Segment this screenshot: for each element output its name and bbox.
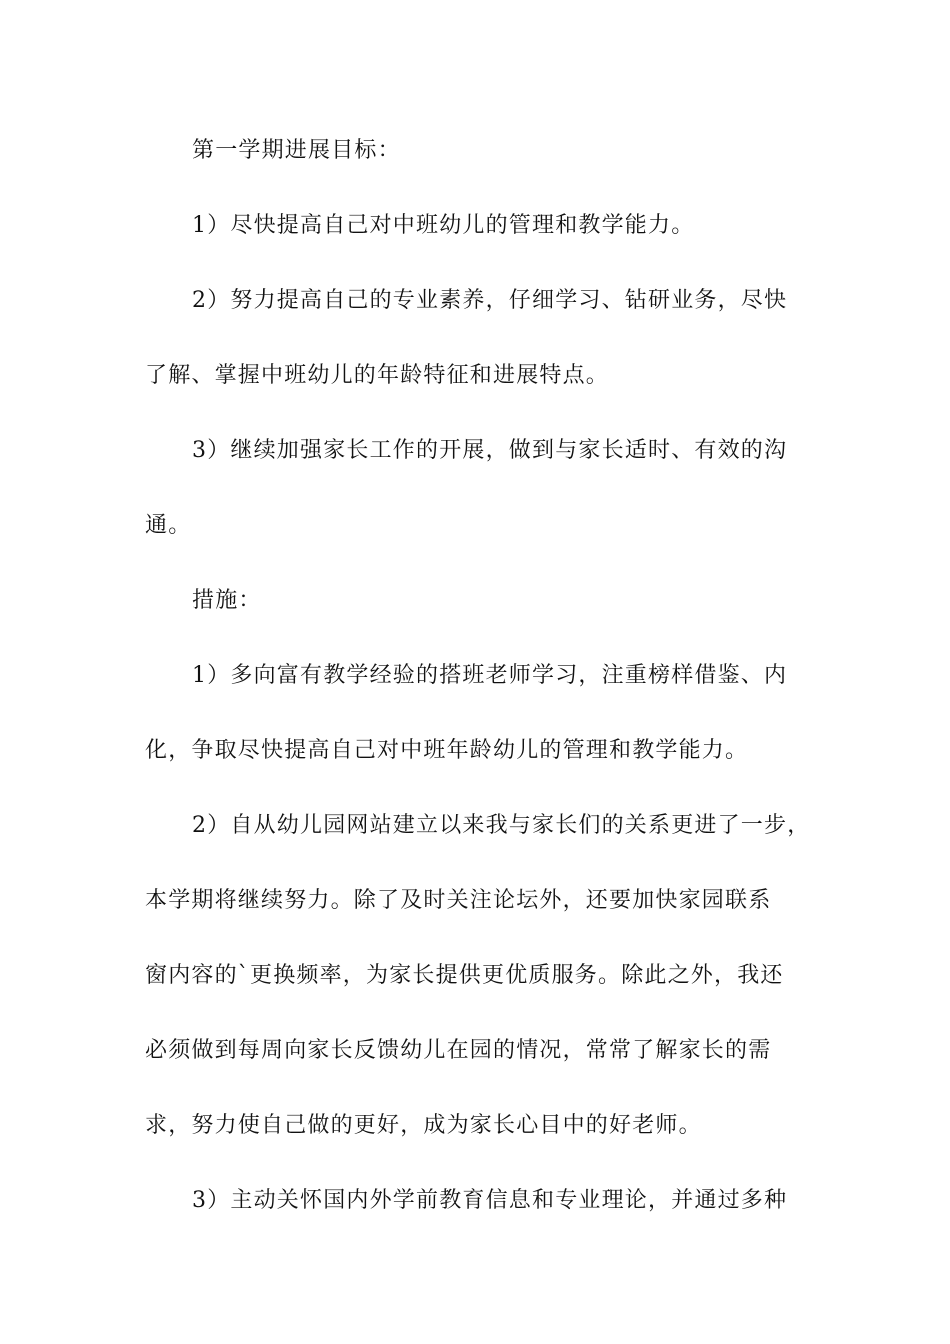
measure-3-line-1: 3）主动关怀国内外学前教育信息和专业理论，并通过多种 xyxy=(192,1188,788,1213)
goal-2-line-2: 了解、掌握中班幼儿的年龄特征和进展特点。 xyxy=(145,363,610,388)
goal-3-line-1: 3）继续加强家长工作的开展，做到与家长适时、有效的沟 xyxy=(192,438,788,463)
measure-2-line-5: 求，努力使自己做的更好，成为家长心目中的好老师。 xyxy=(145,1113,702,1138)
measure-1-line-1: 1）多向富有教学经验的搭班老师学习，注重榜样借鉴、内 xyxy=(192,663,788,688)
goal-2-line-1: 2）努力提高自己的专业素养，仔细学习、钻研业务，尽快 xyxy=(192,288,788,313)
heading-measures: 措施： xyxy=(192,588,262,613)
measure-2-line-1: 2）自从幼儿园网站建立以来我与家长们的关系更进了一步， xyxy=(192,813,811,838)
measure-2-line-2: 本学期将继续努力。除了及时关注论坛外，还要加快家园联系 xyxy=(145,888,772,913)
measure-2-line-4: 必须做到每周向家长反馈幼儿在园的情况，常常了解家长的需 xyxy=(145,1038,772,1063)
measure-2-line-3: 窗内容的`更换频率，为家长提供更优质服务。除此之外，我还 xyxy=(145,963,784,988)
goal-1: 1）尽快提高自己对中班幼儿的管理和教学能力。 xyxy=(192,213,695,238)
measure-1-line-2: 化，争取尽快提高自己对中班年龄幼儿的管理和教学能力。 xyxy=(145,738,749,763)
goal-3-line-2: 通。 xyxy=(145,513,192,538)
heading-semester-goals: 第一学期进展目标： xyxy=(192,138,401,163)
